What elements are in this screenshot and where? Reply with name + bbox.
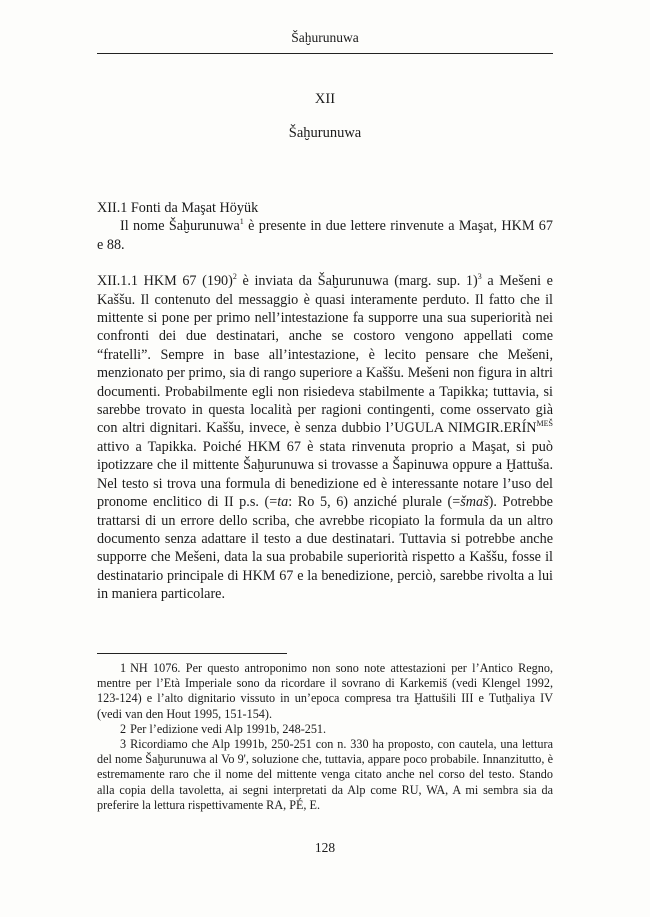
chapter-title: Šaḫurunuwa xyxy=(288,125,362,141)
italic-ta: ta xyxy=(277,494,289,511)
italic-smas: šmaš xyxy=(460,494,489,511)
footnote-text: Per l’edizione vedi Alp 1991b, 248-251. xyxy=(130,721,327,736)
footnote-ref-1[interactable]: 1 xyxy=(239,217,244,227)
footnote-3 xyxy=(97,737,553,813)
footnote-2 xyxy=(97,722,553,737)
paragraph-gap xyxy=(97,254,553,272)
para-text-f: ). Potrebbe trattarsi di un errore dello scriba, che avrebbe ricopiato la formula da un altro documento senza adattare il testo a due destinatari. Tuttavia si potrebbe anche supporre che Mešeni, data la sua probabile superiorità rispetto a Kaššu, fosse il destinatario principale di HKM 67 e la benedizione, perciò, sarebbe rivolta a lui in maniera particolare. xyxy=(97,494,553,603)
footnote-ref-2[interactable]: 2 xyxy=(232,272,237,282)
body-paragraph xyxy=(97,272,553,603)
chapter-number: XII xyxy=(314,91,336,107)
footnote-number: 3 xyxy=(120,737,127,752)
para-text-a: XII.1.1 HKM 67 (190) xyxy=(97,273,233,290)
footnote-ref-3[interactable]: 3 xyxy=(477,272,482,282)
footnote-number: 2 xyxy=(120,721,127,736)
header-rule xyxy=(97,53,553,54)
section-title: XII.1 Fonti da Maşat Höyük xyxy=(97,200,259,216)
para-text-c: a Mešeni e Kaššu. Il contenuto del messaggio è quasi interamente perduto. Il fatto che il mittente si pone per primo nell’intestazione fa supporre una sua superiorità nei confronti dei due destinatari, anche se costoro vengono appellati come “fratelli”. Sempre in base all’intestazione, è lecito pensare che Mešeni, menzionato per primo, sia di rango superiore a Kaššu. Mešeni non figura in altri documenti. Probabilmente egli non risiedeva stabilmente a Tapikka; tuttavia, si sarebbe trovato in questa località per ragioni contingenti, come osservato già con altri dignitari. Kaššu, invece, è senza dubbio l’UGULA NIMGIR.ERÍN xyxy=(97,273,553,437)
footnote-1 xyxy=(97,661,553,722)
para-text-d: attivo a Tapikka. Poiché HKM 67 è stata rinvenuta proprio a Maşat, si può ipotizzare che il mittente Šaḫurunuwa si trovasse a Šapinuwa oppure a Ḫattuša. Nel testo si trova una formula di benedizione ed è interessante notare l’uso del pronome enclitico di II p.s. (= xyxy=(97,438,553,511)
footnote-text: Ricordiamo che Alp 1991b, 250-251 con n. 330 ha proposto, con cautela, una lettura del nome Šaḫurunuwa al Vo 9', soluzione che, tuttavia, appare poco probabile. Innanzitutto, è estremamente raro che il nome del mittente venga citato anche nel corso del testo. Stando alla copia della tavoletta, ai segni interpretati da Alp come RU, WA, A mi sembra sia da preferire la lettura rispettivamente RA, PÉ, E. xyxy=(97,737,553,812)
superscript-mes: MEŠ xyxy=(536,419,553,429)
para-text-e: : Ro 5, 6) anziché plurale (= xyxy=(288,494,461,511)
intro-paragraph xyxy=(97,217,553,254)
footnote-rule xyxy=(97,653,287,654)
intro-text-a: Il nome Šaḫurunuwa xyxy=(120,218,240,235)
footnote-text: NH 1076. Per questo antroponimo non sono note attestazioni per l’Antico Regno, mentre per l’Età Imperiale sono da ricordare il sovrano di Karkemiš (vedi Klengel 1992, 123-124) e l’alto dignitario vissuto in un’epoca compresa tra Ḫattušili III e Tutḫaliya IV (vedi van den Hout 1995, 151-154). xyxy=(97,661,553,721)
main-text xyxy=(97,199,553,604)
running-head: Šaḫurunuwa xyxy=(291,30,359,45)
para-text-b: è inviata da Šaḫurunuwa (marg. sup. 1) xyxy=(236,273,478,290)
footnotes xyxy=(97,661,553,813)
footnote-number: 1 xyxy=(120,661,127,675)
intro-text-b: è presente in due lettere rinvenute a Maşat, HKM 67 e 88. xyxy=(97,218,553,253)
page-number: 128 xyxy=(314,840,336,855)
